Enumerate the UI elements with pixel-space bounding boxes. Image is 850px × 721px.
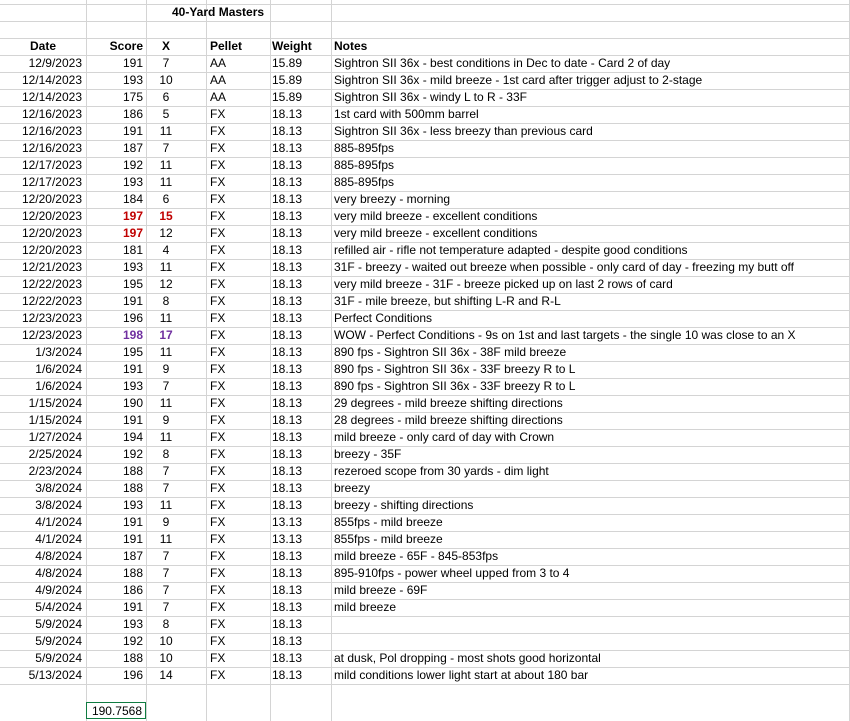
cell-x[interactable]: 12 [159,226,173,240]
cell-x[interactable]: 9 [162,413,170,427]
cell-date[interactable]: 12/16/2023 [21,124,82,138]
cell-date[interactable]: 12/16/2023 [21,141,82,155]
cell-weight[interactable]: 18.13 [272,481,303,495]
cell-notes[interactable]: refilled air - rifle not temperature adapted - despite good conditions [334,243,688,257]
cell-notes[interactable]: Sightron SII 36x - windy L to R - 33F [334,90,527,104]
cell-x[interactable]: 11 [159,124,173,138]
cell-weight[interactable]: 18.13 [272,549,303,563]
cell-weight[interactable]: 18.13 [272,379,303,393]
cell-date[interactable]: 12/20/2023 [21,192,82,206]
header-notes[interactable]: Notes [334,39,368,53]
cell-weight[interactable]: 18.13 [272,260,303,274]
cell-notes[interactable]: 885-895fps [334,158,395,172]
cell-x[interactable]: 17 [159,328,173,342]
cell-date[interactable]: 12/14/2023 [21,73,82,87]
cell-notes[interactable]: 29 degrees - mild breeze shifting directions [334,396,563,410]
cell-score[interactable]: 186 [122,583,143,597]
gridline [0,21,850,22]
cell-date[interactable]: 1/6/2024 [35,379,82,393]
cell-score[interactable]: 191 [122,56,143,70]
cell-notes[interactable]: mild breeze - only card of day with Crown [334,430,555,444]
cell-x[interactable]: 7 [162,549,170,563]
cell-x[interactable]: 7 [162,481,170,495]
cell-score[interactable]: 175 [122,90,143,104]
cell-notes[interactable]: Sightron SII 36x - best conditions in Dec to date - Card 2 of day [334,56,671,70]
cell-notes[interactable]: 895-910fps - power wheel upped from 3 to 4 [334,566,570,580]
cell-weight[interactable]: 18.13 [272,124,303,138]
cell-weight[interactable]: 18.13 [272,328,303,342]
cell-weight[interactable]: 18.13 [272,209,303,223]
cell-date[interactable]: 5/9/2024 [35,651,82,665]
cell-score[interactable]: 181 [122,243,143,257]
cell-score[interactable]: 192 [122,634,143,648]
cell-pellet[interactable]: FX [210,294,226,308]
cell-weight[interactable]: 18.13 [272,226,303,240]
cell-weight[interactable]: 18.13 [272,107,303,121]
cell-notes[interactable]: very breezy - morning [334,192,451,206]
cell-score[interactable]: 191 [122,532,143,546]
sheet-title[interactable]: 40-Yard Masters [172,5,265,19]
cell-date[interactable]: 1/15/2024 [28,396,82,410]
cell-weight[interactable]: 18.13 [272,175,303,189]
cell-x[interactable]: 11 [159,175,173,189]
cell-notes[interactable]: very mild breeze - 31F - breeze picked up on last 2 rows of card [334,277,673,291]
cell-score[interactable]: 193 [122,617,143,631]
cell-date[interactable]: 1/3/2024 [35,345,82,359]
cell-notes[interactable]: 855fps - mild breeze [334,515,443,529]
cell-pellet[interactable]: FX [210,141,226,155]
cell-notes[interactable]: mild breeze - 65F - 845-853fps [334,549,499,563]
cell-date[interactable]: 12/16/2023 [21,107,82,121]
cell-score[interactable]: 191 [122,362,143,376]
cell-x[interactable]: 8 [162,617,170,631]
cell-x[interactable]: 9 [162,515,170,529]
cell-notes[interactable]: breezy - 35F [334,447,402,461]
cell-score[interactable]: 196 [122,668,143,682]
cell-pellet[interactable]: FX [210,600,226,614]
gridline [0,4,850,5]
average-score-cell[interactable]: 190.7568 [86,702,146,719]
cell-date[interactable]: 5/9/2024 [35,617,82,631]
cell-x[interactable]: 8 [162,294,170,308]
cell-weight[interactable]: 18.13 [272,141,303,155]
cell-pellet[interactable]: FX [210,651,226,665]
cell-weight[interactable]: 18.13 [272,617,303,631]
cell-x[interactable]: 7 [162,464,170,478]
cell-x[interactable]: 6 [162,192,170,206]
cell-pellet[interactable]: FX [210,277,226,291]
cell-score[interactable]: 193 [122,379,143,393]
cell-score[interactable]: 191 [122,515,143,529]
cell-date[interactable]: 1/15/2024 [28,413,82,427]
cell-score[interactable]: 197 [122,209,143,223]
cell-notes[interactable]: Sightron SII 36x - less breezy than previous card [334,124,593,138]
cell-x[interactable]: 7 [162,141,170,155]
cell-notes[interactable]: 890 fps - Sightron SII 36x - 33F breezy R to L [334,379,576,393]
cell-pellet[interactable]: FX [210,379,226,393]
cell-weight[interactable]: 18.13 [272,396,303,410]
cell-date[interactable]: 2/25/2024 [28,447,82,461]
cell-pellet[interactable]: FX [210,532,226,546]
cell-x[interactable]: 7 [162,600,170,614]
cell-score[interactable]: 193 [122,73,143,87]
cell-pellet[interactable]: FX [210,617,226,631]
cell-date[interactable]: 4/1/2024 [35,515,82,529]
cell-score[interactable]: 188 [122,481,143,495]
cell-pellet[interactable]: FX [210,447,226,461]
cell-x[interactable]: 12 [159,277,173,291]
cell-weight[interactable]: 15.89 [272,56,303,70]
cell-date[interactable]: 1/27/2024 [28,430,82,444]
cell-x[interactable]: 11 [159,396,173,410]
cell-weight[interactable]: 18.13 [272,464,303,478]
cell-x[interactable]: 11 [159,345,173,359]
cell-notes[interactable]: very mild breeze - excellent conditions [334,226,538,240]
cell-weight[interactable]: 18.13 [272,566,303,580]
cell-score[interactable]: 192 [122,447,143,461]
cell-pellet[interactable]: AA [210,90,227,104]
cell-weight[interactable]: 18.13 [272,277,303,291]
cell-weight[interactable]: 13.13 [272,532,303,546]
cell-notes[interactable]: 31F - mile breeze, but shifting L-R and R-L [334,294,561,308]
cell-notes[interactable]: WOW - Perfect Conditions - 9s on 1st and last targets - the single 10 was close to an X [334,328,796,342]
header-date[interactable]: Date [29,39,56,53]
cell-pellet[interactable]: AA [210,73,227,87]
cell-pellet[interactable]: FX [210,311,226,325]
cell-weight[interactable]: 13.13 [272,515,303,529]
cell-date[interactable]: 12/17/2023 [21,158,82,172]
cell-notes[interactable]: 885-895fps [334,175,395,189]
cell-notes[interactable]: 28 degrees - mild breeze shifting directions [334,413,563,427]
cell-pellet[interactable]: FX [210,124,226,138]
cell-weight[interactable]: 15.89 [272,90,303,104]
cell-date[interactable]: 12/22/2023 [21,294,82,308]
cell-x[interactable]: 4 [162,243,170,257]
cell-score[interactable]: 195 [122,277,143,291]
cell-x[interactable]: 11 [159,430,173,444]
cell-notes[interactable]: rezeroed scope from 30 yards - dim light [334,464,549,478]
cell-weight[interactable]: 15.89 [272,73,303,87]
cell-weight[interactable]: 18.13 [272,158,303,172]
cell-notes[interactable]: 890 fps - Sightron SII 36x - 33F breezy R to L [334,362,576,376]
cell-score[interactable]: 186 [122,107,143,121]
cell-notes[interactable]: very mild breeze - excellent conditions [334,209,538,223]
cell-pellet[interactable]: FX [210,498,226,512]
cell-score[interactable]: 188 [122,651,143,665]
cell-date[interactable]: 12/20/2023 [21,243,82,257]
cell-score[interactable]: 193 [122,260,143,274]
cell-date[interactable]: 12/20/2023 [21,209,82,223]
cell-x[interactable]: 9 [162,362,170,376]
cell-weight[interactable]: 18.13 [272,634,303,648]
cell-score[interactable]: 187 [122,141,143,155]
cell-pellet[interactable]: FX [210,362,226,376]
cell-notes[interactable]: 1st card with 500mm barrel [334,107,479,121]
cell-date[interactable]: 1/6/2024 [35,362,82,376]
cell-x[interactable]: 5 [162,107,170,121]
cell-date[interactable]: 3/8/2024 [35,481,82,495]
cell-score[interactable]: 195 [122,345,143,359]
cell-date[interactable]: 5/4/2024 [35,600,82,614]
cell-pellet[interactable]: FX [210,209,226,223]
cell-date[interactable]: 2/23/2024 [28,464,82,478]
cell-notes[interactable]: 885-895fps [334,141,395,155]
cell-weight[interactable]: 18.13 [272,498,303,512]
cell-date[interactable]: 12/17/2023 [21,175,82,189]
cell-date[interactable]: 4/9/2024 [35,583,82,597]
cell-weight[interactable]: 18.13 [272,294,303,308]
cell-date[interactable]: 4/8/2024 [35,549,82,563]
cell-weight[interactable]: 18.13 [272,430,303,444]
cell-date[interactable]: 12/20/2023 [21,226,82,240]
cell-pellet[interactable]: FX [210,328,226,342]
header-weight[interactable]: Weight [272,39,312,53]
cell-pellet[interactable]: FX [210,260,226,274]
cell-weight[interactable]: 18.13 [272,243,303,257]
cell-date[interactable]: 12/22/2023 [21,277,82,291]
cell-date[interactable]: 4/8/2024 [35,566,82,580]
cell-date[interactable]: 4/1/2024 [35,532,82,546]
cell-notes[interactable]: Perfect Conditions [334,311,433,325]
cell-notes[interactable]: at dusk, Pol dropping - most shots good horizontal [334,651,601,665]
cell-weight[interactable]: 18.13 [272,583,303,597]
cell-score[interactable]: 197 [122,226,143,240]
cell-x[interactable]: 10 [159,73,173,87]
cell-notes[interactable]: mild breeze [334,600,397,614]
cell-score[interactable]: 187 [122,549,143,563]
cell-pellet[interactable]: FX [210,175,226,189]
cell-pellet[interactable]: FX [210,192,226,206]
cell-x[interactable]: 11 [159,532,173,546]
cell-x[interactable]: 6 [162,90,170,104]
cell-weight[interactable]: 18.13 [272,362,303,376]
cell-x[interactable]: 14 [159,668,173,682]
cell-notes[interactable]: breezy [334,481,371,495]
cell-date[interactable]: 12/21/2023 [21,260,82,274]
cell-score[interactable]: 196 [122,311,143,325]
cell-weight[interactable]: 18.13 [272,413,303,427]
cell-notes[interactable]: mild conditions lower light start at about 180 bar [334,668,589,682]
cell-x[interactable]: 10 [159,651,173,665]
cell-score[interactable]: 190 [122,396,143,410]
cell-pellet[interactable]: FX [210,226,226,240]
cell-notes[interactable]: breezy - shifting directions [334,498,474,512]
cell-weight[interactable]: 18.13 [272,668,303,682]
cell-pellet[interactable]: FX [210,413,226,427]
cell-date[interactable]: 5/9/2024 [35,634,82,648]
cell-pellet[interactable]: FX [210,634,226,648]
cell-weight[interactable]: 18.13 [272,192,303,206]
cell-pellet[interactable]: AA [210,56,227,70]
cell-date[interactable]: 3/8/2024 [35,498,82,512]
cell-x[interactable]: 7 [162,583,170,597]
cell-score[interactable]: 191 [122,413,143,427]
cell-weight[interactable]: 18.13 [272,600,303,614]
cell-score[interactable]: 184 [122,192,143,206]
cell-date[interactable]: 12/23/2023 [21,311,82,325]
cell-x[interactable]: 7 [162,566,170,580]
cell-notes[interactable] [331,616,850,633]
cell-pellet[interactable]: FX [210,481,226,495]
header-score[interactable]: Score [109,39,143,53]
cell-x[interactable]: 11 [159,311,173,325]
cell-notes[interactable]: Sightron SII 36x - mild breeze - 1st card after trigger adjust to 2-stage [334,73,703,87]
cell-score[interactable]: 188 [122,464,143,478]
cell-pellet[interactable]: FX [210,430,226,444]
cell-score[interactable]: 191 [122,124,143,138]
cell-x[interactable]: 11 [159,260,173,274]
cell-score[interactable]: 188 [122,566,143,580]
cell-pellet[interactable]: FX [210,243,226,257]
cell-x[interactable]: 10 [159,634,173,648]
cell-pellet[interactable]: FX [210,464,226,478]
cell-pellet[interactable]: FX [210,396,226,410]
cell-pellet[interactable]: FX [210,668,226,682]
cell-pellet[interactable]: FX [210,345,226,359]
cell-notes[interactable]: 855fps - mild breeze [334,532,443,546]
cell-date[interactable]: 12/14/2023 [21,90,82,104]
cell-weight[interactable]: 18.13 [272,311,303,325]
cell-score[interactable]: 193 [122,175,143,189]
cell-notes[interactable]: 890 fps - Sightron SII 36x - 38F mild breeze [334,345,567,359]
cell-weight[interactable]: 18.13 [272,447,303,461]
cell-x[interactable]: 11 [159,498,173,512]
cell-notes[interactable]: mild breeze - 69F [334,583,428,597]
cell-score[interactable]: 191 [122,294,143,308]
cell-score[interactable]: 192 [122,158,143,172]
cell-x[interactable]: 7 [162,379,170,393]
cell-notes[interactable]: 31F - breezy - waited out breeze when possible - only card of day - freezing my butt off [334,260,795,274]
cell-score[interactable]: 198 [122,328,143,342]
cell-date[interactable]: 12/9/2023 [28,56,82,70]
cell-pellet[interactable]: FX [210,549,226,563]
cell-pellet[interactable]: FX [210,583,226,597]
header-x[interactable]: X [161,39,170,53]
cell-x[interactable]: 7 [162,56,170,70]
cell-score[interactable]: 194 [122,430,143,444]
cell-pellet[interactable]: FX [210,515,226,529]
cell-x[interactable]: 8 [162,447,170,461]
cell-pellet[interactable]: FX [210,107,226,121]
cell-x[interactable]: 11 [159,158,173,172]
header-pellet[interactable]: Pellet [210,39,243,53]
cell-weight[interactable]: 18.13 [272,651,303,665]
cell-date[interactable]: 12/23/2023 [21,328,82,342]
cell-x[interactable]: 15 [159,209,173,223]
cell-notes[interactable] [331,633,850,650]
cell-date[interactable]: 5/13/2024 [28,668,82,682]
cell-score[interactable]: 193 [122,498,143,512]
cell-score[interactable]: 191 [122,600,143,614]
cell-weight[interactable]: 18.13 [272,345,303,359]
gridline [0,684,850,685]
cell-pellet[interactable]: FX [210,566,226,580]
cell-pellet[interactable]: FX [210,158,226,172]
